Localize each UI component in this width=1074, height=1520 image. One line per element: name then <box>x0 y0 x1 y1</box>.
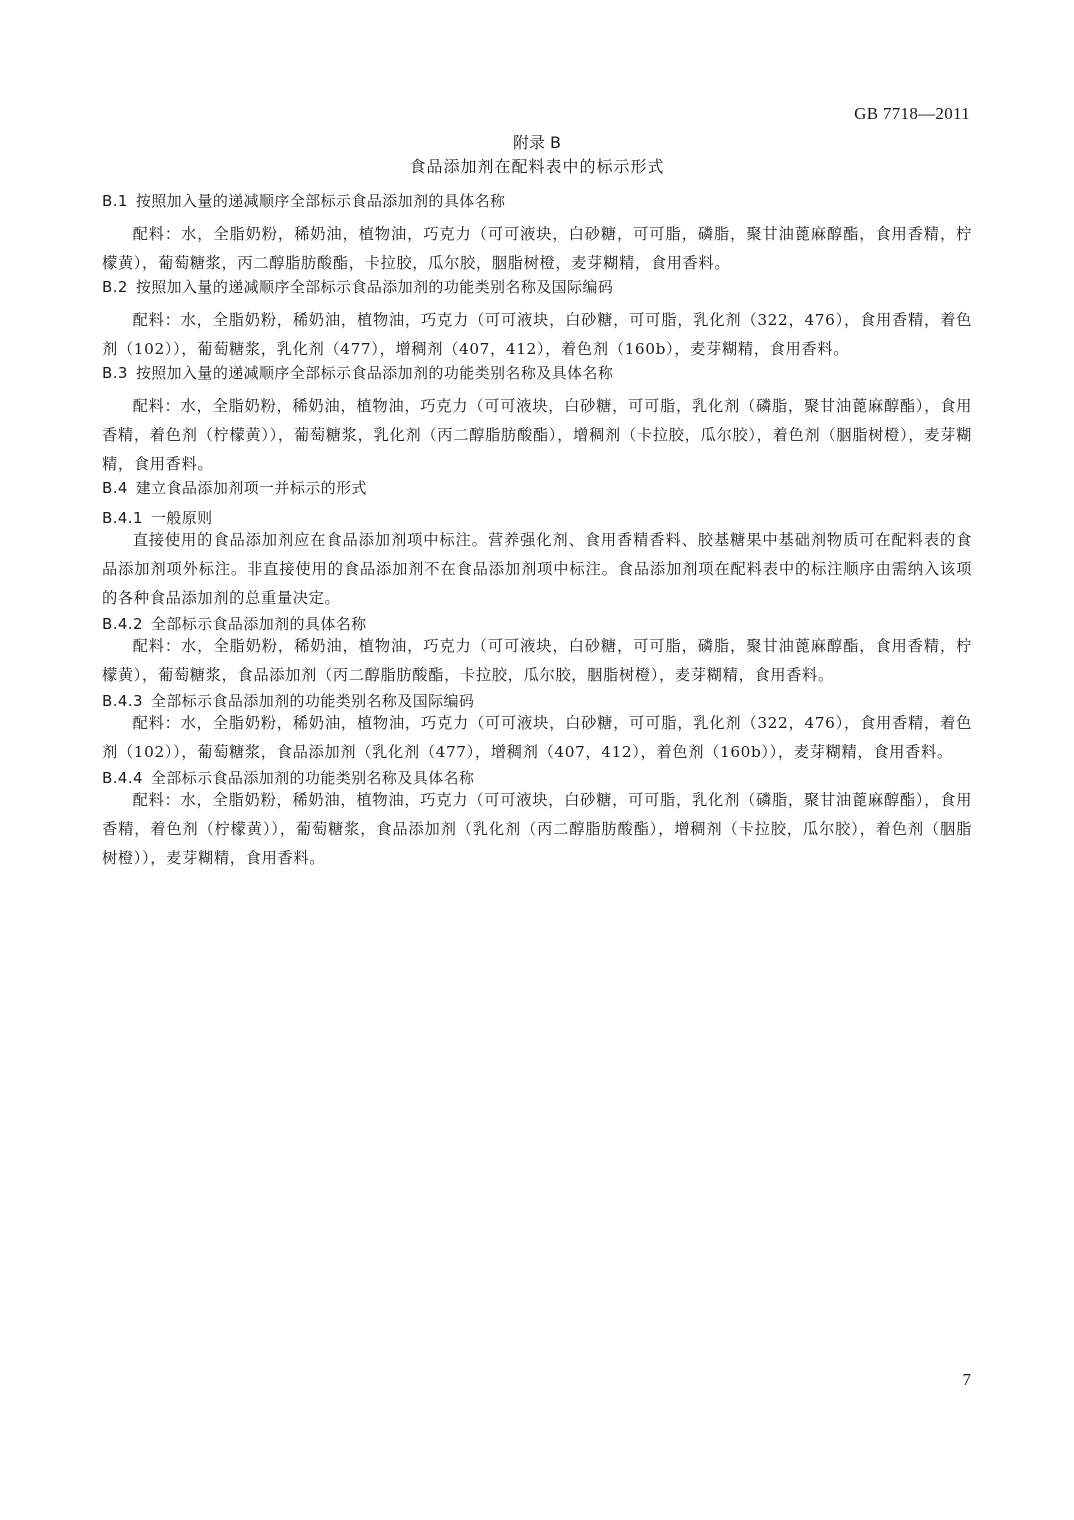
appendix-label: 附录 B <box>512 133 562 152</box>
section-title: 全部标示食品添加剂的功能类别名称及具体名称 <box>150 769 475 787</box>
section-paragraph-b4-2: 配料：水，全脂奶粉，稀奶油，植物油，巧克力（可可液块，白砂糖，可可脂，磷脂，聚甘油蓖麻醇酯，食用香精，柠檬黄），葡萄糖浆，食品添加剂（丙二醇脂肪酸酯，卡拉胶，瓜尔胶，胭脂树橙），麦芽糊精，食用香料。 <box>102 637 972 684</box>
section-heading-b2 <box>102 276 972 298</box>
section-title: 全部标示食品添加剂的具体名称 <box>150 615 367 633</box>
section-title: 按照加入量的递减顺序全部标示食品添加剂的具体名称 <box>135 192 506 210</box>
section-number: B.4.1 <box>102 509 143 527</box>
section-heading-b4 <box>102 477 972 499</box>
section-title: 按照加入量的递减顺序全部标示食品添加剂的功能类别名称及具体名称 <box>135 364 614 382</box>
appendix-title: 食品添加剂在配料表中的标示形式 <box>409 157 665 176</box>
section-paragraph-b4-3: 配料：水，全脂奶粉，稀奶油，植物油，巧克力（可可液块，白砂糖，可可脂，乳化剂（322，476），食用香精，着色剂（102）），葡萄糖浆，食品添加剂（乳化剂（477），增稠剂（407，412），着色剂（160b）），麦芽糊精，食用香料。 <box>102 714 972 761</box>
section-heading-b3 <box>102 362 972 384</box>
section-number: B.2 <box>102 278 128 296</box>
page-number: 7 <box>962 1370 971 1389</box>
section-number: B.1 <box>102 192 128 210</box>
section-paragraph-b4-1: 直接使用的食品添加剂应在食品添加剂项中标注。营养强化剂、食用香精香料、胶基糖果中基础剂物质可在配料表的食品添加剂项外标注。非直接使用的食品添加剂不在食品添加剂项中标注。食品添加剂项在配料表中的标注顺序由需纳入该项的各种食品添加剂的总重量决定。 <box>102 531 972 607</box>
section-number: B.4 <box>102 479 128 497</box>
section-paragraph-b2: 配料：水，全脂奶粉，稀奶油，植物油，巧克力（可可液块，白砂糖，可可脂，乳化剂（322，476），食用香精，着色剂（102）），葡萄糖浆，乳化剂（477），增稠剂（407，412），着色剂（160b），麦芽糊精，食用香料。 <box>102 311 972 358</box>
section-number: B.3 <box>102 364 128 382</box>
section-paragraph-b1: 配料：水，全脂奶粉，稀奶油，植物油，巧克力（可可液块，白砂糖，可可脂，磷脂，聚甘油蓖麻醇酯，食用香精，柠檬黄），葡萄糖浆，丙二醇脂肪酸酯，卡拉胶，瓜尔胶，胭脂树橙，麦芽糊精，食用香料。 <box>102 225 972 272</box>
section-heading-b1 <box>102 190 972 212</box>
document-body <box>102 190 972 873</box>
section-title: 一般原则 <box>150 509 213 527</box>
section-paragraph-b4-4: 配料：水，全脂奶粉，稀奶油，植物油，巧克力（可可液块，白砂糖，可可脂，乳化剂（磷脂，聚甘油蓖麻醇酯），食用香精，着色剂（柠檬黄）），葡萄糖浆，食品添加剂（乳化剂（丙二醇脂肪酸酯），增稠剂（卡拉胶，瓜尔胶），着色剂（胭脂树橙）），麦芽糊精，食用香料。 <box>102 791 972 867</box>
section-paragraph-b3: 配料：水，全脂奶粉，稀奶油，植物油，巧克力（可可液块，白砂糖，可可脂，乳化剂（磷脂，聚甘油蓖麻醇酯），食用香精，着色剂（柠檬黄）），葡萄糖浆，乳化剂（丙二醇脂肪酸酯），增稠剂（卡拉胶，瓜尔胶），着色剂（胭脂树橙），麦芽糊精，食用香料。 <box>102 397 972 473</box>
section-number: B.4.2 <box>102 615 143 633</box>
section-number: B.4.3 <box>102 692 143 710</box>
section-title: 建立食品添加剂项一并标示的形式 <box>135 479 367 497</box>
section-title: 全部标示食品添加剂的功能类别名称及国际编码 <box>150 692 475 710</box>
standard-number: GB 7718—2011 <box>854 104 970 123</box>
section-title: 按照加入量的递减顺序全部标示食品添加剂的功能类别名称及国际编码 <box>135 278 614 296</box>
section-number: B.4.4 <box>102 769 143 787</box>
